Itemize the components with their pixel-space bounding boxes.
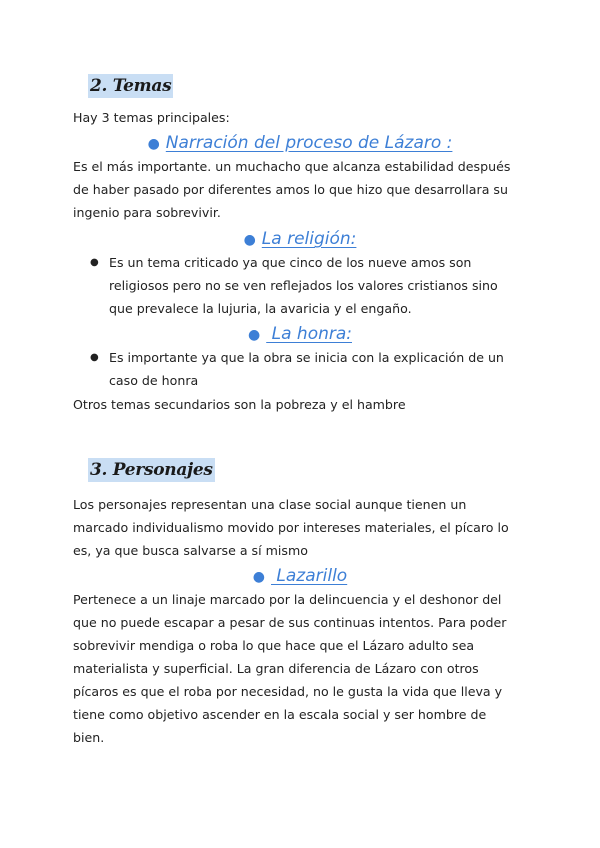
paragraph-line: de haber pasado por diferentes amos lo que hizo que desarrollara su xyxy=(73,182,508,197)
subtopic-religion xyxy=(0,227,600,252)
list-item xyxy=(90,346,504,370)
paragraph-line: bien. xyxy=(73,730,105,745)
list-item-text: Es importante ya que la obra se inicia con la explicación de un xyxy=(109,350,504,365)
section-heading-temas: 2. Temas xyxy=(90,76,172,96)
subtopic-narracion xyxy=(0,131,600,156)
paragraph-line: marcado individualismo movido por intereses materiales, el pícaro lo xyxy=(73,520,509,535)
subtopic-title: La religión: xyxy=(261,229,357,249)
temas-intro: Hay 3 temas principales: xyxy=(73,110,230,125)
paragraph-line: que no puede escapar a pesar de sus continuas intentos. Para poder xyxy=(73,615,507,630)
subtopic-lazarillo xyxy=(0,564,600,589)
paragraph-line: ingenio para sobrevivir. xyxy=(73,205,221,220)
bullet-icon: ● xyxy=(252,569,265,585)
subtopic-honra xyxy=(0,322,600,347)
paragraph-line: Pertenece a un linaje marcado por la delincuencia y el deshonor del xyxy=(73,592,502,607)
paragraph-line: que prevalece la lujuria, la avaricia y el engaño. xyxy=(109,301,412,316)
subtopic-title: Narración del proceso de Lázaro : xyxy=(165,133,453,153)
paragraph-line: religiosos pero no se ven reflejados los valores cristianos sino xyxy=(109,278,498,293)
paragraph-line: sobrevivir mendiga o roba lo que hace que el Lázaro adulto sea xyxy=(73,638,475,653)
paragraph-line: Es el más importante. un muchacho que alcanza estabilidad después xyxy=(73,159,511,174)
list-item-text: Es un tema criticado ya que cinco de los nueve amos son xyxy=(109,255,472,270)
section-heading-personajes: 3. Personajes xyxy=(90,460,213,480)
subtopic-title: Lazarillo xyxy=(271,566,348,586)
paragraph-line: materialista y superficial. La gran diferencia de Lázaro con otros xyxy=(73,661,479,676)
subtopic-title: La honra: xyxy=(266,324,352,344)
bullet-icon: ● xyxy=(248,327,261,343)
paragraph-line: pícaros es que el roba por necesidad, no le gusta la vida que lleva y xyxy=(73,684,503,699)
paragraph-line: es, ya que busca salvarse a sí mismo xyxy=(73,543,308,558)
paragraph-line: tiene como objetivo ascender en la escala social y ser hombre de xyxy=(73,707,487,722)
list-bullet-icon: ● xyxy=(90,352,99,363)
bullet-icon: ● xyxy=(147,136,160,152)
list-bullet-icon: ● xyxy=(90,257,99,268)
list-item xyxy=(90,251,472,275)
temas-closing: Otros temas secundarios son la pobreza y el hambre xyxy=(73,397,406,412)
bullet-icon: ● xyxy=(243,232,256,248)
paragraph-line: Los personajes representan una clase social aunque tienen un xyxy=(73,497,467,512)
paragraph-line: caso de honra xyxy=(109,373,199,388)
